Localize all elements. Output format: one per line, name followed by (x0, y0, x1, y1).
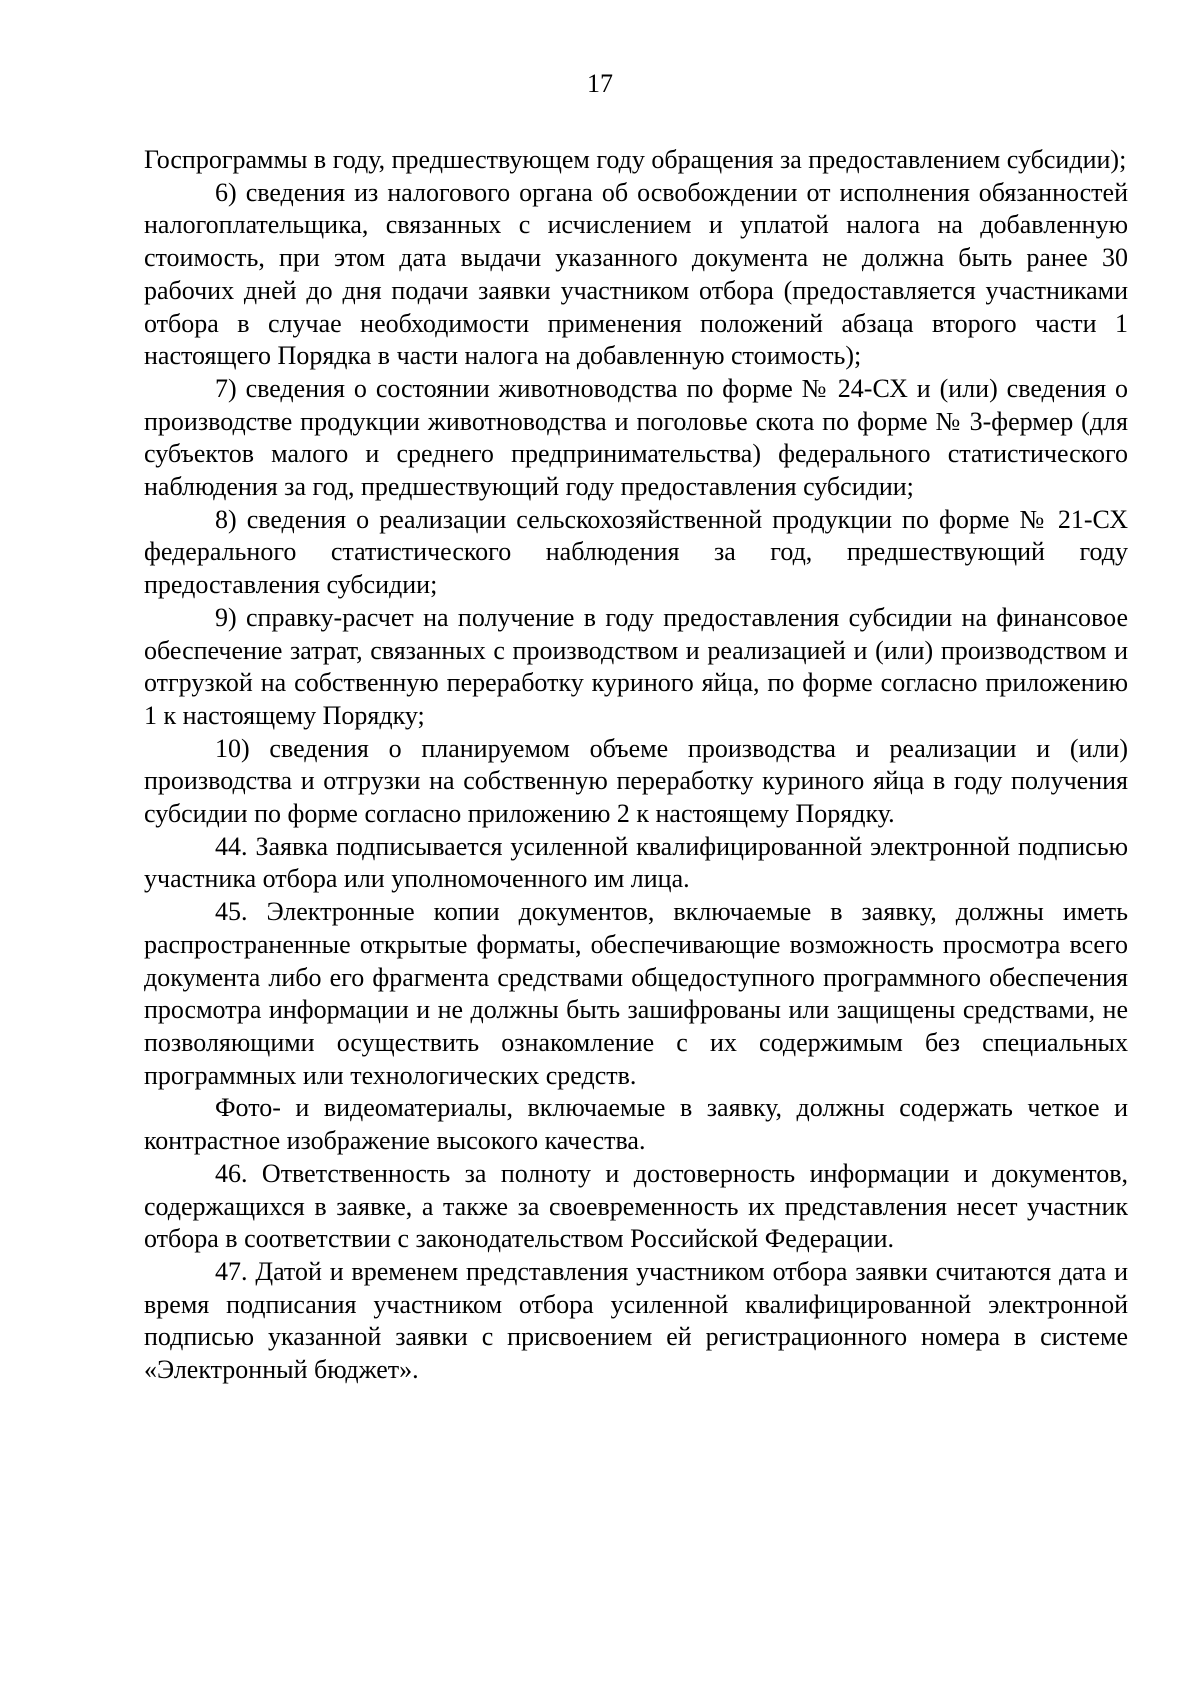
paragraph-item-6: 6) сведения из налогового органа об освобождении от исполнения обязанностей налогоплательщика, связанных с исчислением и уплатой налога на добавленную стоимость, при этом дата выдачи указанного документа не должна быть ранее 30 рабочих дней до дня подачи заявки участником отбора (предоставляется участниками отбора в случае необходимости применения положений абзаца второго части 1 настоящего Порядка в части налога на добавленную стоимость); (144, 177, 1128, 371)
paragraph-item-9: 9) справку-расчет на получение в году предоставления субсидии на финансовое обеспечение затрат, связанных с производством и реализацией и (или) производством и отгрузкой на собственную переработку куриного яйца, по форме согласно приложению 1 к настоящему Порядку; (144, 602, 1128, 730)
paragraph-clause-47: 47. Датой и временем представления участником отбора заявки считаются дата и время подписания участником отбора усиленной квалифицированной электронной подписью указанной заявки с присвоением ей регистрационного номера в системе «Электронный бюджет». (144, 1256, 1128, 1385)
paragraph-clause-46: 46. Ответственность за полноту и достоверность информации и документов, содержащихся в заявке, а также за своевременность их представления несет участник отбора в соответствии с законодательством Российской Федерации. (144, 1158, 1128, 1254)
paragraph-item-10: 10) сведения о планируемом объеме производства и реализации и (или) производства и отгрузки на собственную переработку куриного яйца в году получения субсидии по форме согласно приложению 2 к настоящему Порядку. (144, 733, 1128, 829)
paragraph-clause-44: 44. Заявка подписывается усиленной квалифицированной электронной подписью участника отбора или уполномоченного им лица. (144, 831, 1128, 894)
page-number: 17 (587, 69, 613, 98)
document-body (144, 144, 1128, 1387)
paragraph-clause-45-photo: Фото- и видеоматериалы, включаемые в заявку, должны содержать четкое и контрастное изображение высокого качества. (144, 1093, 1128, 1156)
paragraph-clause-45: 45. Электронные копии документов, включаемые в заявку, должны иметь распространенные открытые форматы, обеспечивающие возможность просмотра всего документа либо его фрагмента средствами общедоступного программного обеспечения просмотра информации и не должны быть зашифрованы или защищены средствами, не позволяющими осуществить ознакомление с их содержимым без специальных программных или технологических средств. (144, 897, 1128, 1090)
paragraph-item-8: 8) сведения о реализации сельскохозяйственной продукции по форме № 21-СХ федерального статистического наблюдения за год, предшествующий году предоставления субсидии; (144, 504, 1128, 600)
paragraph-item-7: 7) сведения о состоянии животноводства по форме № 24-СХ и (или) сведения о производстве продукции животноводства и поголовье скота по форме № 3-фермер (для субъектов малого и среднего предпринимательства) федерального статистического наблюдения за год, предшествующий году предоставления субсидии; (144, 373, 1128, 502)
paragraph-continuation: Госпрограммы в году, предшествующем году обращения за предоставлением субсидии); (144, 145, 1127, 174)
